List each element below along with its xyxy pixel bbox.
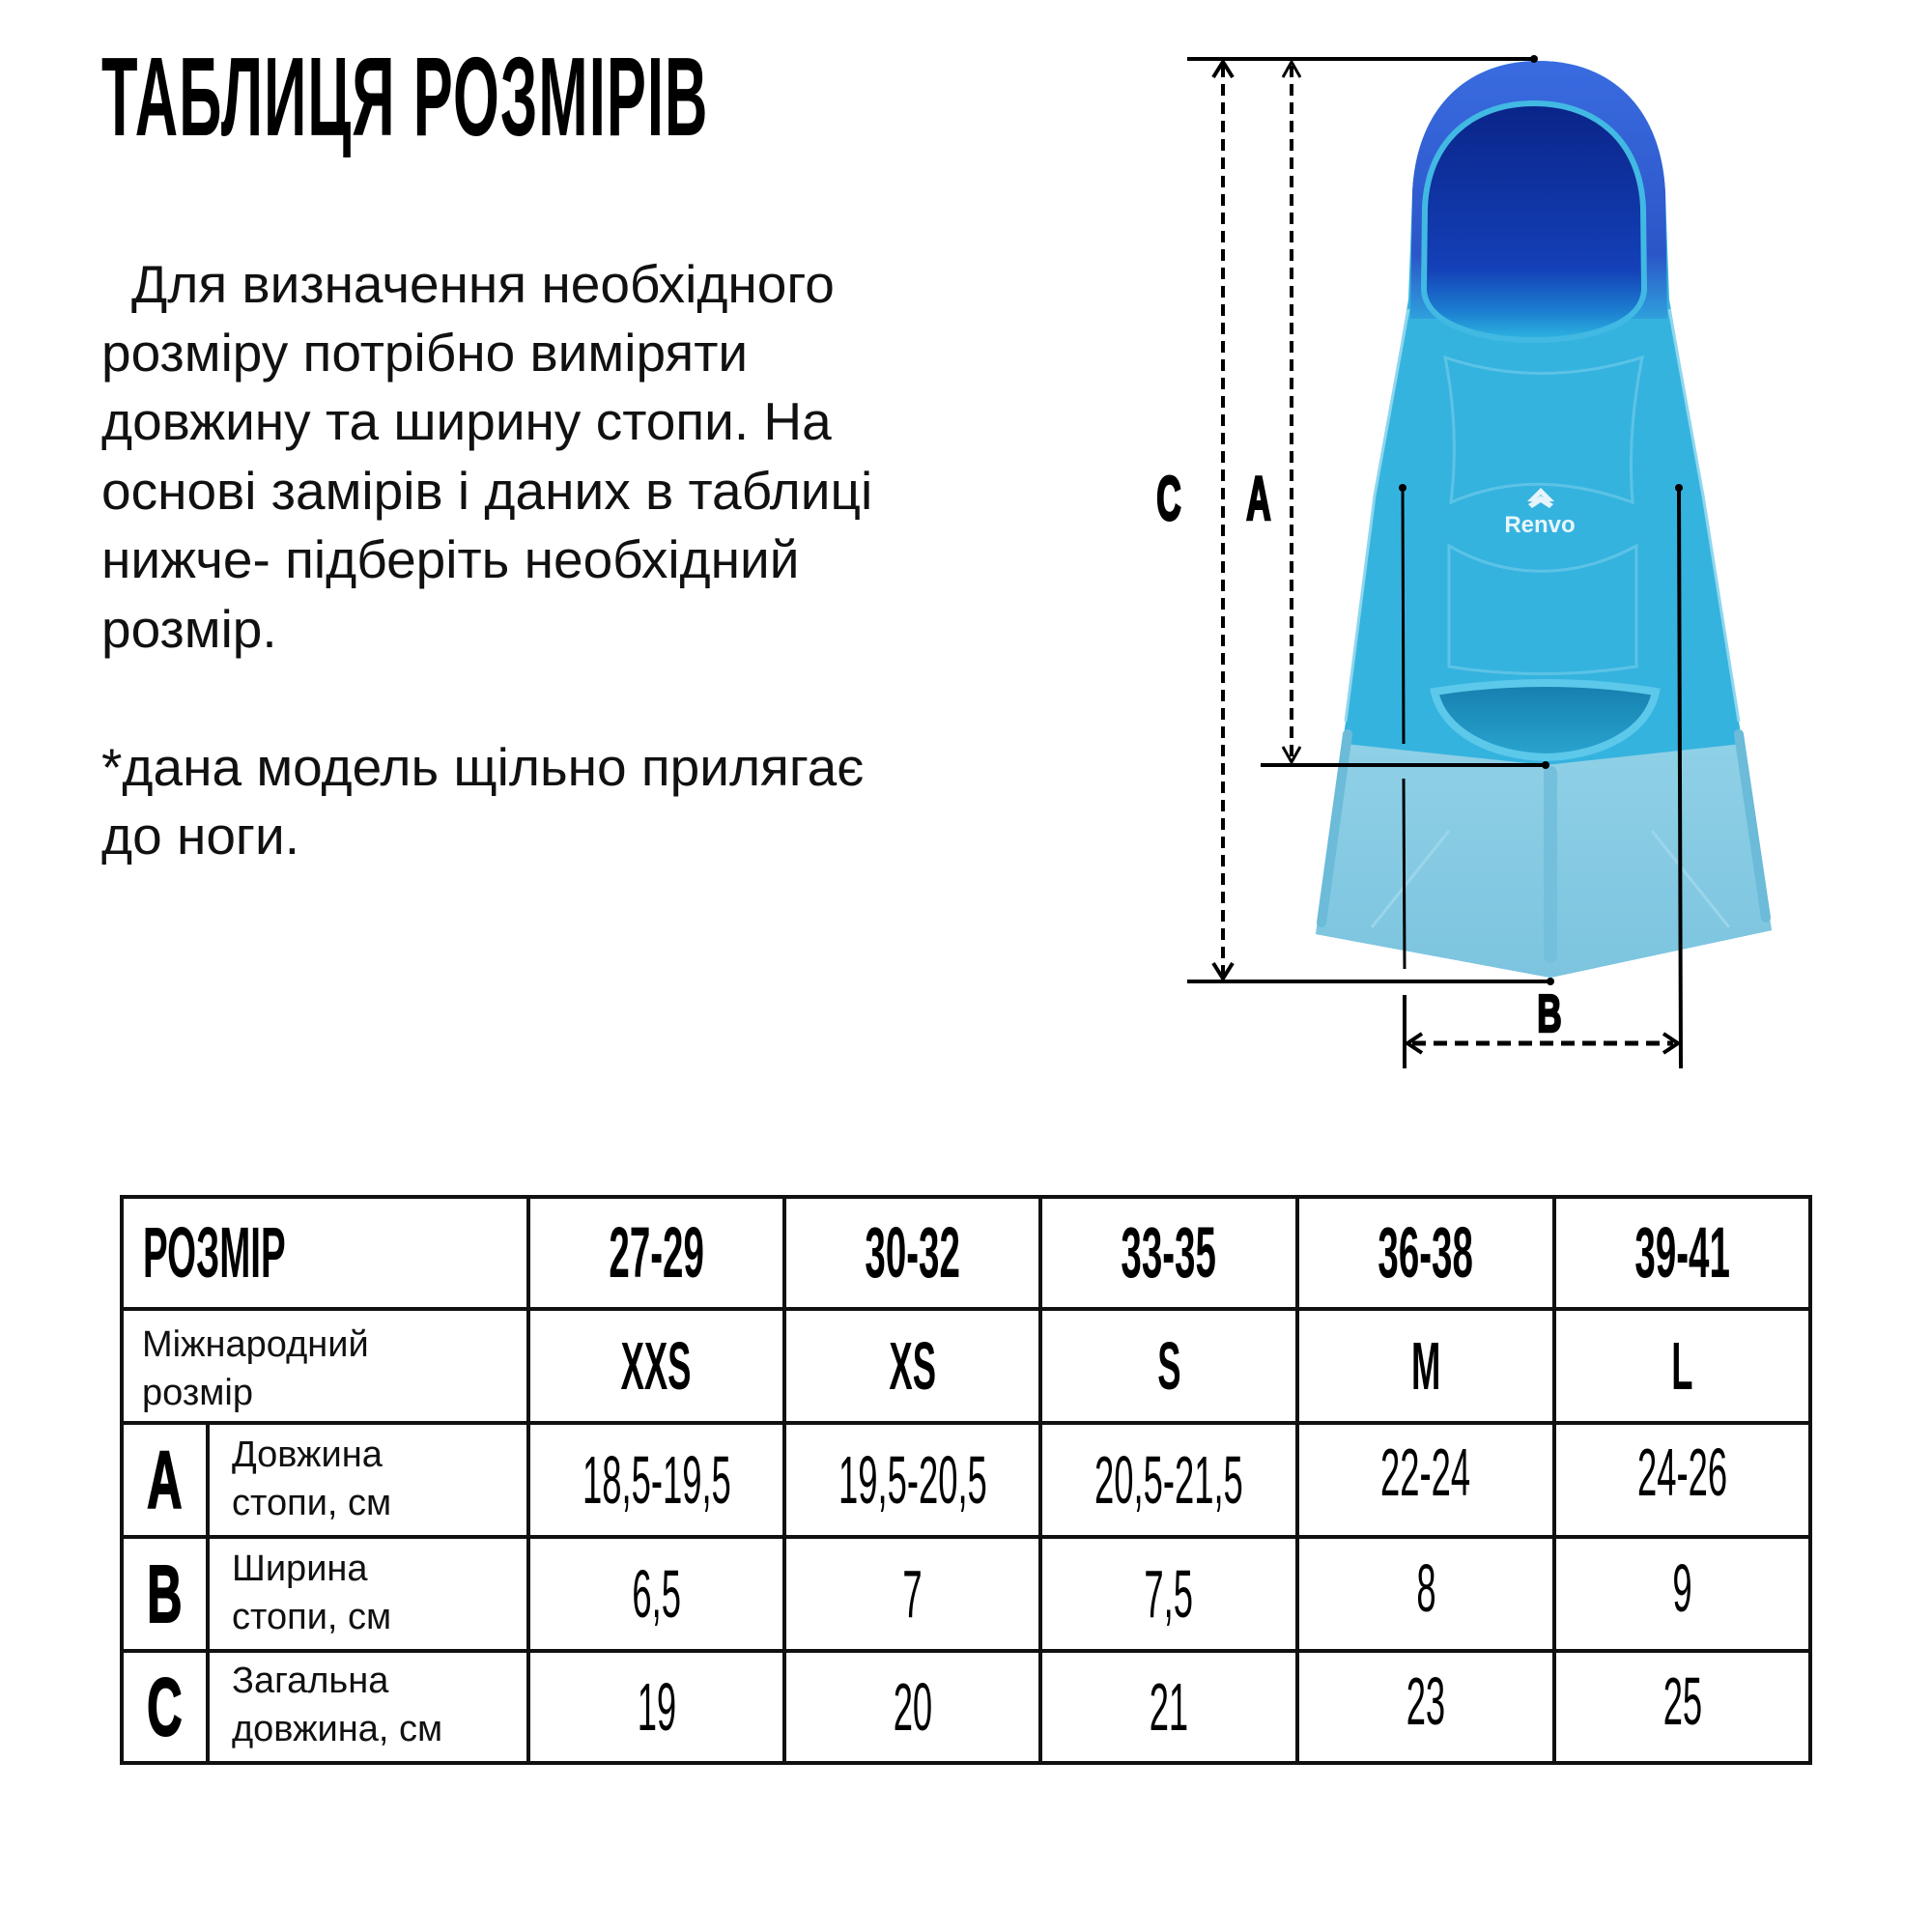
table-cell: 18,5-19,5: [582, 1442, 731, 1518]
table-cell: 21: [1149, 1669, 1189, 1745]
row-label: розмір: [142, 1373, 253, 1413]
intl-size: L: [1671, 1328, 1693, 1404]
row-key-b: B: [147, 1548, 183, 1639]
note-line: до ноги.: [101, 806, 299, 866]
intro-line: розмір.: [101, 599, 277, 659]
row-key-c: C: [147, 1662, 183, 1752]
intro-line: основі замірів і даних в таблиці: [101, 461, 873, 521]
table-cell: 24-26: [1636, 1435, 1728, 1510]
table-cell: 23: [1406, 1663, 1446, 1739]
size-column-header: РОЗМІР: [143, 1212, 286, 1293]
row-label: стопи, см: [232, 1483, 392, 1523]
row-label: довжина, см: [232, 1709, 443, 1749]
intro-line: довжину та ширину стопи. На: [101, 391, 832, 451]
row-label: Загальна: [232, 1661, 389, 1701]
table-cell: 20: [893, 1669, 932, 1745]
row-label: Міжнародний: [142, 1324, 369, 1365]
intl-size: XXS: [621, 1328, 692, 1404]
table-cell: 7,5: [1144, 1556, 1194, 1632]
size-table: [120, 1195, 1810, 1763]
size-range: 33-35: [1121, 1212, 1217, 1293]
table-cell: 20,5-21,5: [1094, 1442, 1243, 1518]
row-label: стопи, см: [232, 1597, 392, 1637]
brand-logo-text: Renvo: [1504, 512, 1576, 538]
intro-line: Для визначення необхідного: [131, 254, 835, 314]
page-title: ТАБЛИЦЯ РОЗМІРІВ: [101, 34, 709, 159]
table-cell: 9: [1672, 1550, 1692, 1626]
dimension-a-label: A: [1246, 463, 1271, 533]
intro-line: розміру потрібно виміряти: [101, 323, 749, 383]
table-cell: 25: [1662, 1663, 1702, 1739]
dimension-c-label: C: [1156, 463, 1181, 533]
table-cell: 7: [902, 1556, 923, 1632]
row-label: Довжина: [232, 1435, 383, 1475]
size-range: 36-38: [1378, 1212, 1474, 1293]
table-cell: 22-24: [1380, 1435, 1471, 1510]
intl-size: S: [1156, 1328, 1181, 1404]
row-key-a: A: [147, 1435, 183, 1525]
size-range: 27-29: [609, 1212, 704, 1293]
size-range: 39-41: [1634, 1212, 1730, 1293]
intl-size: XS: [889, 1328, 936, 1404]
row-label: Ширина: [232, 1548, 368, 1589]
dimension-b-label: B: [1537, 982, 1562, 1043]
intro-line: нижче- підберіть необхідний: [101, 529, 800, 589]
table-cell: 19: [637, 1669, 676, 1745]
table-cell: 6,5: [632, 1556, 681, 1632]
intl-size: M: [1410, 1328, 1441, 1404]
fin-image: [1316, 61, 1772, 978]
table-cell: 19,5-20,5: [838, 1442, 987, 1518]
foot-pocket-opening: [1424, 103, 1644, 340]
size-range: 30-32: [865, 1212, 960, 1293]
note-line: *дана модель щільно прилягає: [101, 737, 865, 797]
table-cell: 8: [1415, 1550, 1436, 1626]
